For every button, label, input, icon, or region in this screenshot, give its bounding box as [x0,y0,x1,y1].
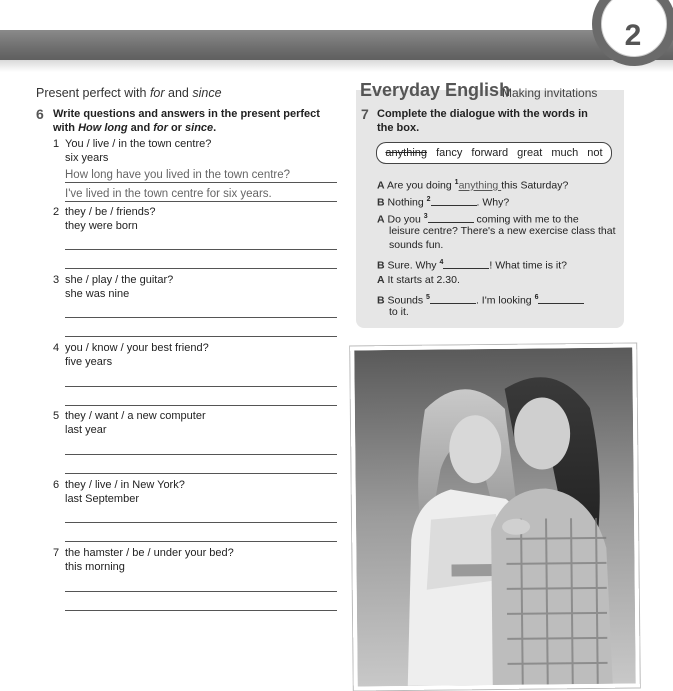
item-prompt: they / want / a new computer [65,410,206,422]
answer-text: How long have you lived in the town centre? [65,169,291,181]
grammar-section-title: Present perfect with for and since [36,86,222,100]
item-cue: five years [65,356,113,368]
dialogue-line-2: B Nothing $^2$ . Why? [377,196,510,209]
answer-text: I've lived in the town centre for six years. [65,188,272,200]
dialogue-line-3: A Do you $^3$ coming with me to the [377,213,579,226]
word-anything: anything [385,147,427,159]
unit-number: 2 [624,19,642,52]
answer-line[interactable] [65,249,337,250]
filled-answer: anything [458,179,502,192]
answer-line[interactable] [65,454,337,455]
answer-line[interactable] [65,268,337,269]
blank-4[interactable] [443,258,489,269]
blank-2[interactable] [431,195,477,206]
item-number: 4 [53,342,60,354]
item-cue: this morning [65,561,125,573]
item-prompt: You / live / in the town centre? [65,138,212,150]
item-prompt: the hamster / be / under your bed? [65,547,234,559]
item-cue: last September [65,493,139,505]
item-cue: six years [65,152,109,164]
exercise-6-number: 6 [36,106,44,122]
item-cue: she was nine [65,288,130,300]
item-prompt: they / live / in New York? [65,479,185,491]
answer-line[interactable] [65,541,337,542]
exercise-7-instruction-line2: the box. [377,122,420,134]
answer-line[interactable] [65,405,337,406]
word-great: great [517,147,543,159]
answer-line[interactable] [65,591,337,592]
item-prompt: they / be / friends? [65,206,156,218]
blank-5[interactable] [430,293,476,304]
everyday-english-title: Everyday English [360,80,511,100]
item-prompt: you / know / your best friend? [65,342,209,354]
dialogue-line-5: A It starts at 2.30. [377,274,460,286]
exercise-7-instruction-line1: Complete the dialogue with the words in [377,108,588,120]
answer-line[interactable] [65,182,337,183]
photo-illustration [354,348,636,687]
item-number: 6 [53,479,60,491]
answer-line[interactable] [65,522,337,523]
word-box [376,142,612,164]
item-number: 1 [53,138,60,150]
item-number: 7 [53,547,60,559]
word-forward: forward [471,147,509,159]
item-number: 2 [53,206,60,218]
header-bar [0,30,673,60]
dialogue-line-6b: to it. [389,306,409,318]
item-prompt: she / play / the guitar? [65,274,174,286]
blank-6[interactable] [538,293,584,304]
answer-line[interactable] [65,336,337,337]
item-number: 3 [53,274,60,286]
dialogue-line-1: A Are you doing $^1$anything this Saturday? [377,179,569,192]
word-fancy: fancy [436,147,463,159]
dialogue-line-6: B Sounds $^5$ . I'm looking $^6$ [377,291,584,308]
exercise-6-instruction-line2: with How long and for or since. [53,122,217,134]
word-much: much [551,147,579,159]
photo-two-girls-with-phone [350,344,640,691]
item-cue: last year [65,424,107,436]
item-cue: they were born [65,220,138,232]
answer-line[interactable] [65,201,337,202]
dialogue-line-3c: sounds fun. [389,239,444,251]
answer-line[interactable] [65,317,337,318]
answer-line[interactable] [65,473,337,474]
dialogue-line-3b: leisure centre? There's a new exercise class that [389,225,616,237]
item-number: 5 [53,410,60,422]
dialogue-line-4: B Sure. Why $^4$ ! What time is it? [377,259,567,272]
exercise-7-number: 7 [361,106,369,122]
answer-line[interactable] [65,386,337,387]
answer-line[interactable] [65,610,337,611]
exercise-6-instruction-line1: Write questions and answers in the present perfect [53,108,320,120]
everyday-english-subtitle: Making invitations [502,86,598,100]
header-shadow [0,60,673,72]
word-not: not [587,147,603,159]
blank-3[interactable] [428,212,474,223]
